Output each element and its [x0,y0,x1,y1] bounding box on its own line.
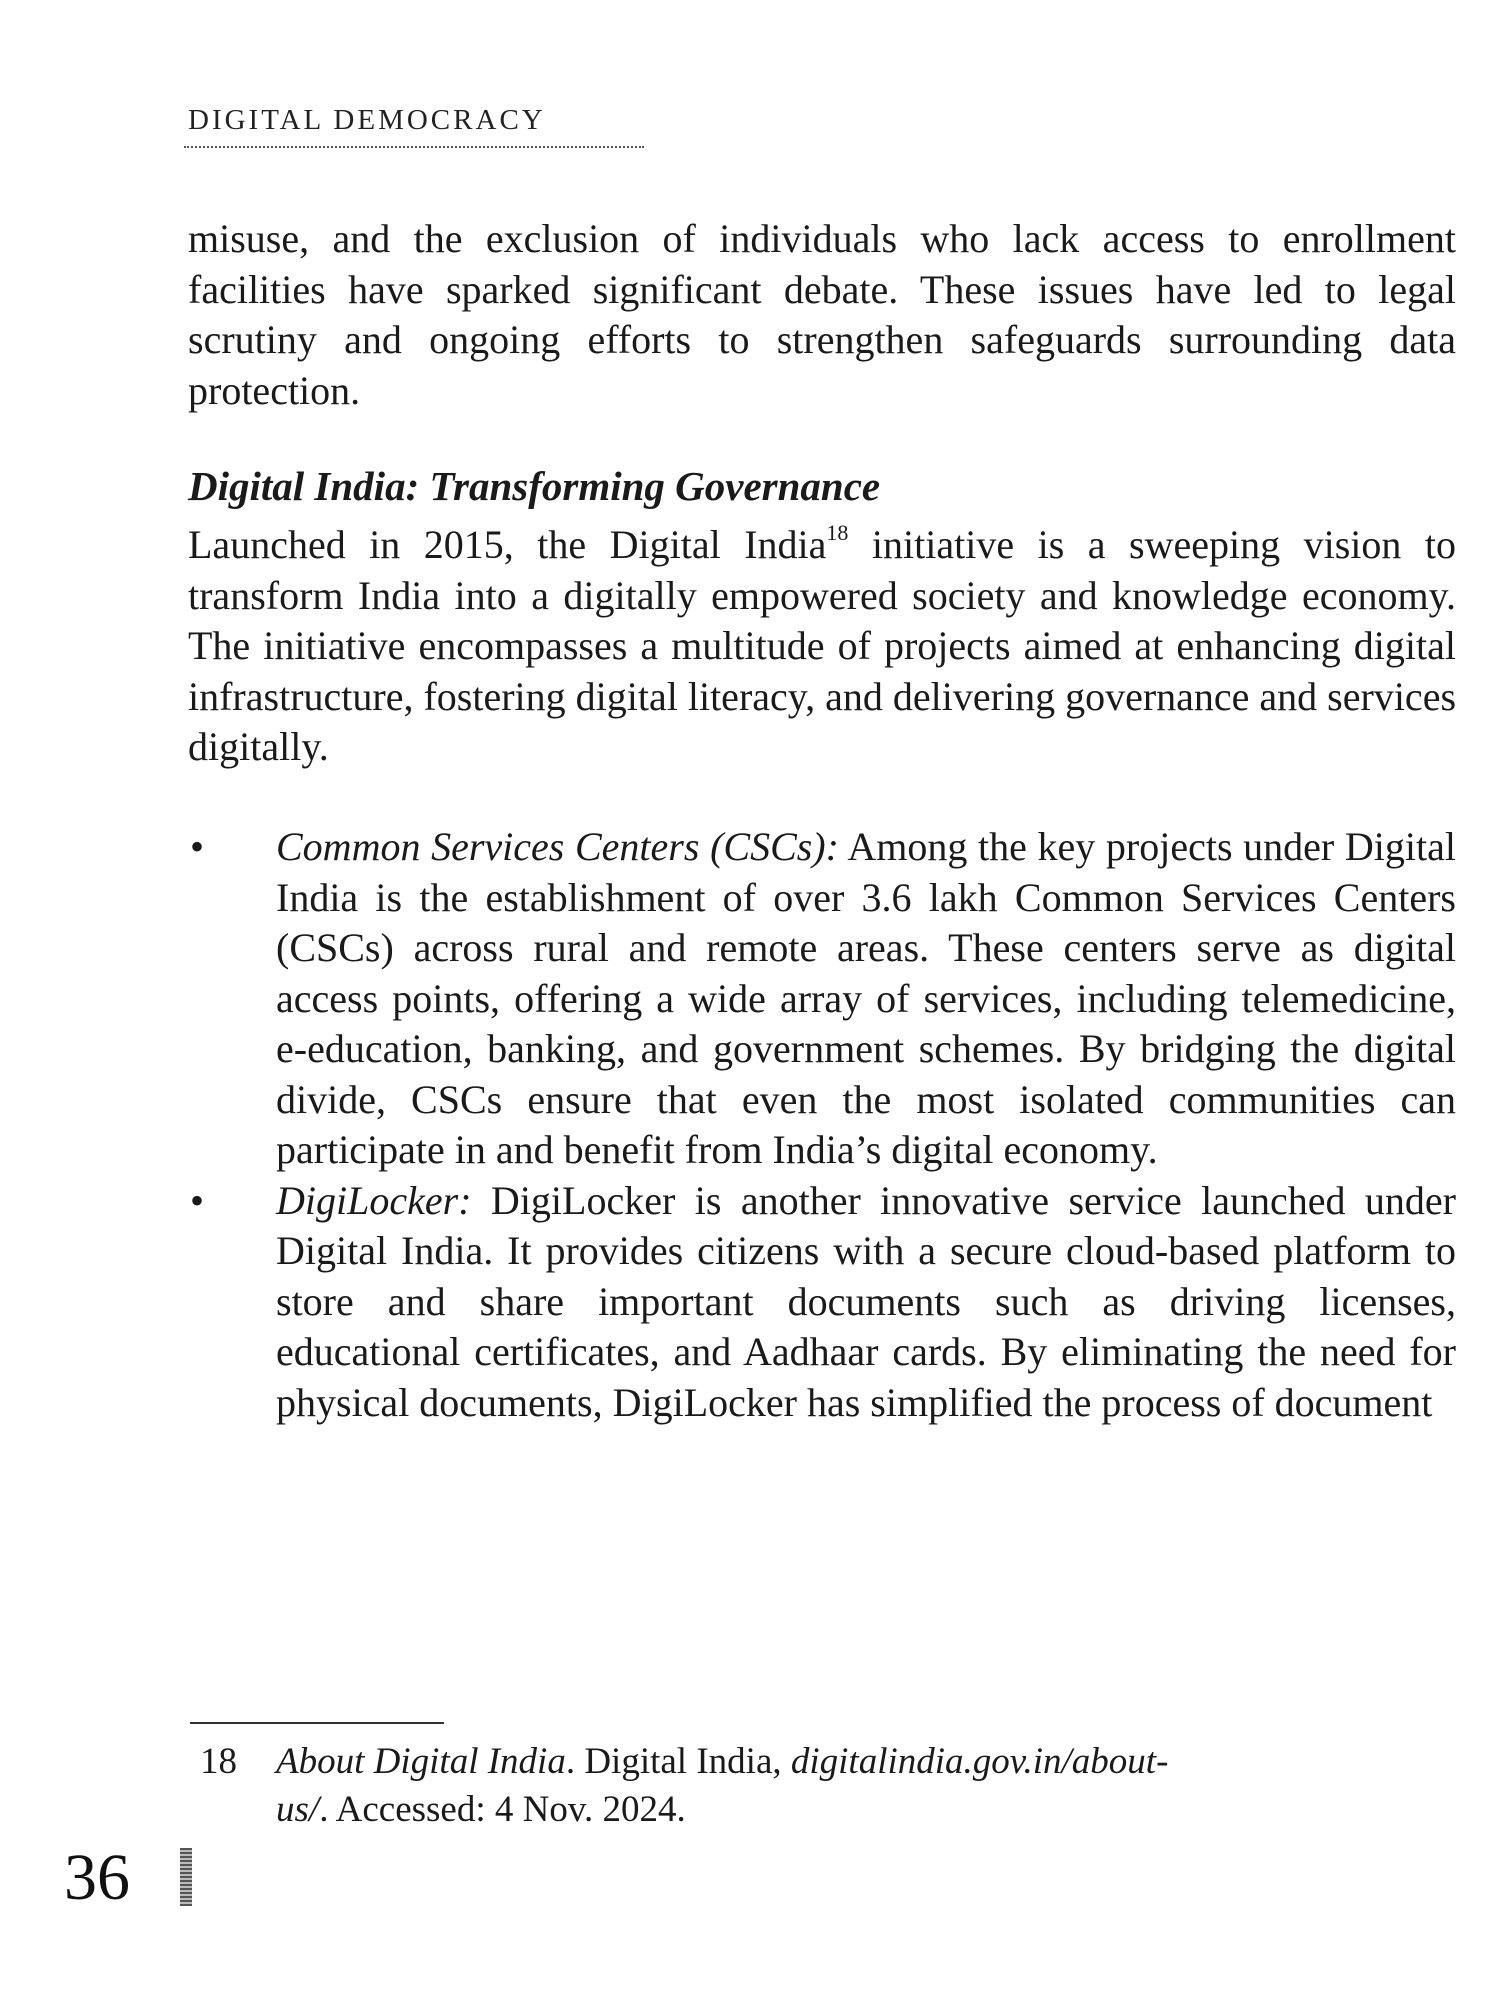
bullet-list [0,822,1500,1428]
footnote-rule [190,1722,444,1724]
page-number-bar [180,1848,192,1906]
list-item-digilocker [0,1176,1500,1429]
bullet-text [276,822,1456,1176]
running-head-rule [184,146,644,148]
bullet-term: DigiLocker: [276,1177,472,1223]
list-item-cscs [0,822,1500,1176]
section-heading: Digital India: Transforming Governance [188,463,881,509]
paragraph-2-rest: initiative is a sweeping vision to transform India into a digitally empowered society and knowledge economy. The initiative encompasses a multitude of projects aimed at enhancing digital infrastructure, fostering digital literacy, and delivering governance and services digitally. [188,522,1457,769]
paragraph-2-start: Launched in 2015, the Digital India [188,522,827,567]
bullet-term: Common Services Centers (CSCs): [276,824,839,869]
bullet-text [276,1176,1456,1429]
footnote-line-2 [200,1786,1456,1834]
footnote-url[interactable]: digitalindia.gov.in/about- [790,1741,1169,1782]
page-number: 36 [64,1841,130,1914]
footnote-accessed: . Accessed: 4 Nov. 2024. [319,1789,686,1830]
footnote-number: 18 [200,1741,237,1782]
bullet-icon: • [190,1177,205,1223]
paragraph-2 [188,520,1456,773]
running-head: DIGITAL DEMOCRACY [188,104,546,136]
footnote [200,1738,1456,1834]
footnote-title: About Digital India [276,1741,566,1782]
footnote-reference[interactable]: 18 [826,520,849,545]
bullet-body: Among the key projects under Digital India is the establishment of over 3.6 lakh Common Services Centers (CSCs) across rural and remote areas. These centers serve as digital access points, offering a wide array of services, including telemedicine, e-education, banking, and government schemes. By bridging the digital divide, CSCs ensure that even the most isolated communities can participate in and benefit from India’s digital economy. [276,824,1456,1172]
footnote-line-1 [200,1738,1456,1786]
footnote-url-continued[interactable]: us/ [276,1789,320,1830]
footnote-publisher: . Digital India, [565,1741,791,1782]
bullet-icon: • [190,824,205,869]
bullet-body: DigiLocker is another innovative service launched under Digital India. It provides citizens with a secure cloud-based platform to store and share important documents such as driving licenses, educational certificates, and Aadhaar cards. By eliminating the need for physical documents, DigiLocker has simplified the process of document [276,1177,1456,1425]
paragraph-1: misuse, and the exclusion of individuals who lack access to enrollment facilities have sparked significant debate. These issues have led to legal scrutiny and ongoing efforts to strengthen safeguards surrounding data protection. [188,216,1456,413]
